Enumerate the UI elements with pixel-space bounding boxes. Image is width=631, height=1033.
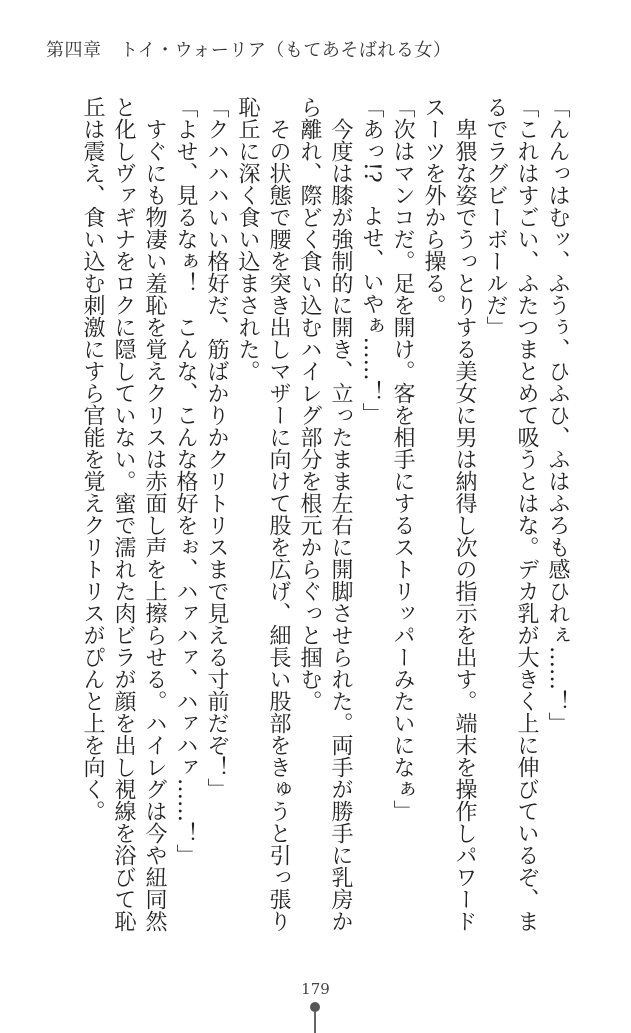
- paragraph: 「よせ、見るなぁ！ こんな、こんな格好をぉ、ハァハァ、ハァハァ……！」: [173, 96, 198, 866]
- paragraph: 「あっ!? よせ、いやぁ……！」: [359, 96, 384, 425]
- paragraph: 「クハハハいい格好だ、筋ばかりかクリトリスまで見える寸前だぞ！」: [204, 96, 229, 800]
- running-head: 第四章 トイ・ウォーリア（もてあそばれる女）: [46, 40, 452, 61]
- paragraph: その状態で腰を突き出しマザーに向けて股を広げ、細長い股部をきゅうと引っ張り恥丘に深く食い込まされた。: [235, 96, 291, 932]
- folio-line: [314, 1011, 316, 1033]
- paragraph: 「んんっはむッ、ふうぅ、ひふひ、ふはふろも感ひれぇ……！」: [545, 96, 570, 734]
- page-number: 179: [301, 980, 330, 998]
- paragraph: 今度は膝が強制的に開き、立ったまま左右に開脚させられた。両手が勝手に乳房から離れ、際どく食い込むハイレグ部分を根元からぐっと掴む。: [297, 96, 353, 932]
- paragraph: 「次はマンコだ。足を開け。客を相手にするストリッパーみたいになぁ」: [390, 96, 415, 822]
- paragraph: 卑猥な姿でうっとりする美女に男は納得し次の指示を出す。端末を操作しパワードスーツを外から操る。: [421, 96, 477, 932]
- body-text: [43, 96, 573, 946]
- paragraph: 「これはすごい、ふたつまとめて吸うとはな。デカ乳が大きく上に伸びているぞ、まるでラグビーボールだ」: [483, 96, 539, 932]
- folio-ornament: [310, 1002, 322, 1033]
- paragraph: すぐにも物凄い羞恥を覚えクリスは赤面し声を上擦らせる。ハイレグは今や紐同然と化しヴァギナをロクに隠していない。蜜で濡れた肉ビラが顔を出し視線を浴びて恥丘は震え、食い込む刺激にすら官能を覚えクリトリスがぴんと上を向く。: [80, 96, 167, 932]
